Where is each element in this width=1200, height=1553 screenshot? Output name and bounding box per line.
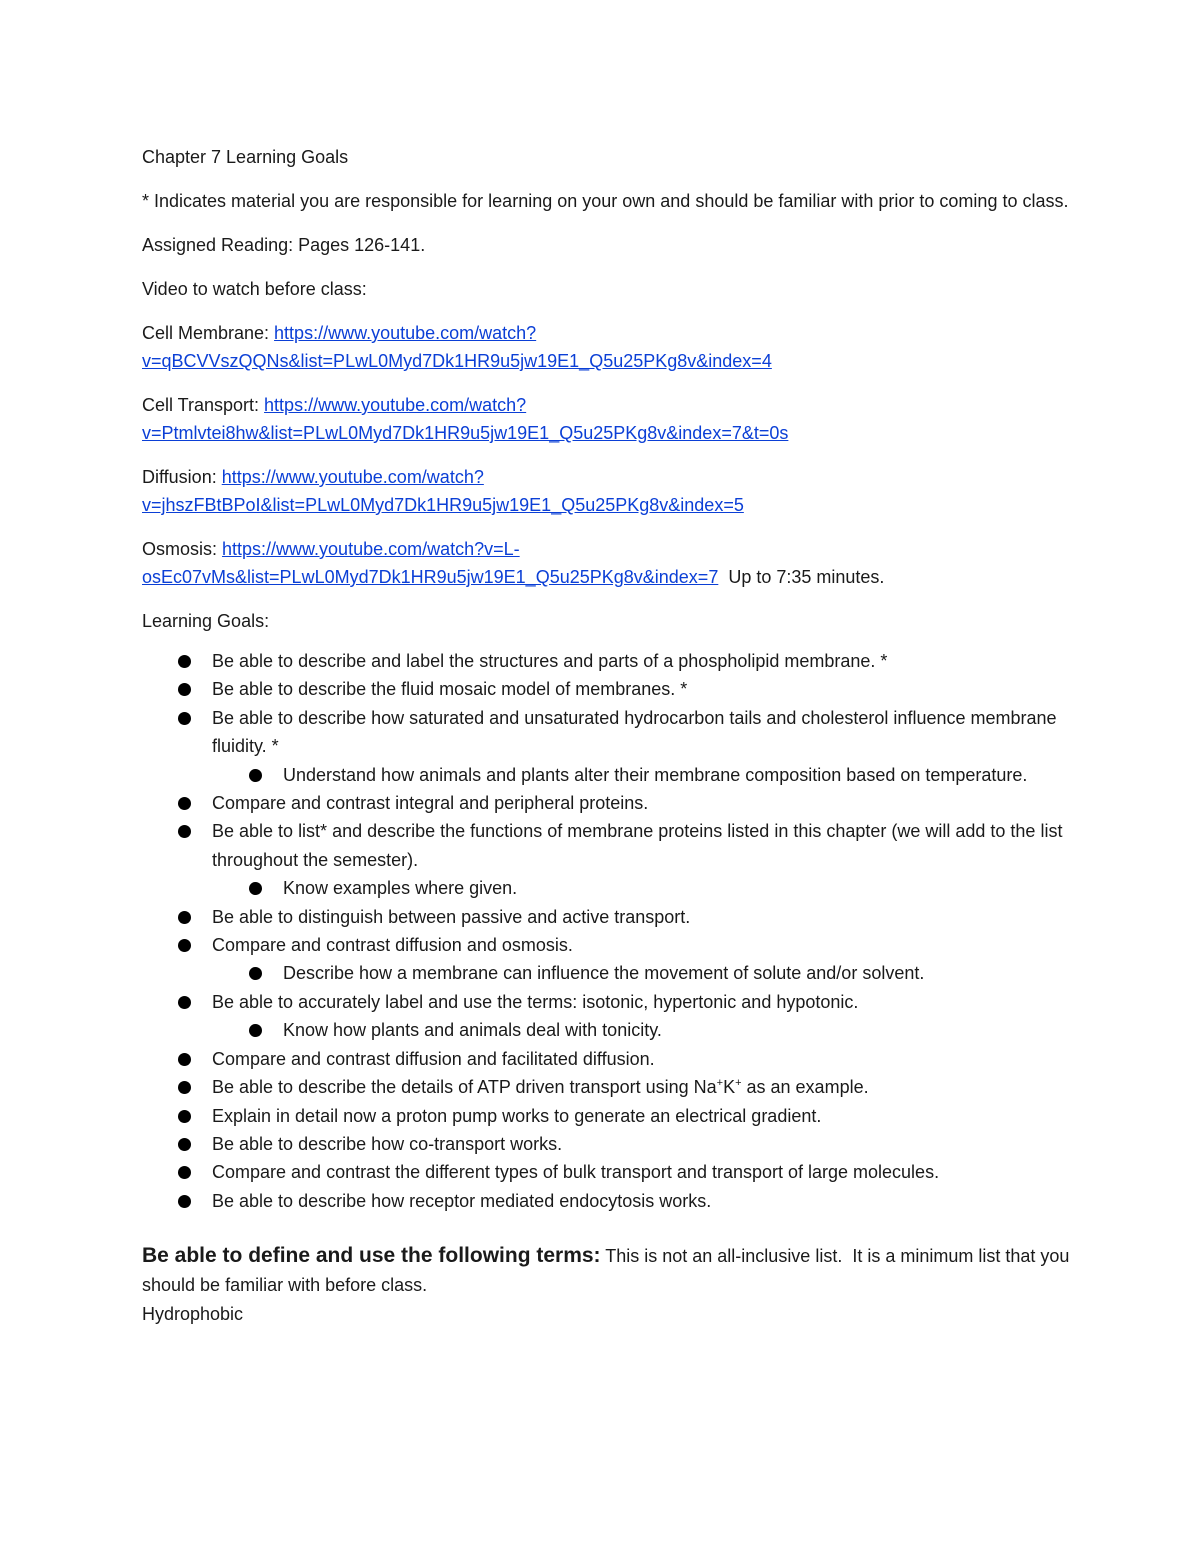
bullet-icon [178,1110,191,1123]
bullet-icon [178,1138,191,1151]
bullet-icon [178,825,191,838]
bullet-icon [178,1081,191,1094]
bullet-icon [178,1195,191,1208]
list-item: Be able to describe how receptor mediated endocytosis works. [142,1187,1080,1215]
video-link-cell-membrane [142,319,1080,375]
list-item: Be able to describe the details of ATP driven transport using Na+K+ as an example. [142,1073,1080,1101]
terms-note: This is not an all-inclusive list. It is a minimum list that you should be familiar with before class. [142,1246,1075,1296]
learning-goals-list [142,647,1080,1215]
video-link-cell-transport [142,391,1080,447]
video-url[interactable]: https://www.youtube.com/watch?v=L- osEc07vMs&list=PLwL0Myd7Dk1HR9u5jw19E1_Q5u25PKg8v&index=7 [142,539,719,587]
list-item: Compare and contrast diffusion and facilitated diffusion. [142,1045,1080,1073]
self-study-note: * Indicates material you are responsible for learning on your own and should be familiar with prior to coming to class. [142,191,1069,211]
bullet-icon [249,1024,262,1037]
bullet-icon [178,1053,191,1066]
list-item: Understand how animals and plants alter their membrane composition based on temperature. [142,761,1080,789]
list-item: Be able to describe how saturated and unsaturated hydrocarbon tails and cholesterol influence membrane fluidity. * [142,704,1080,761]
bullet-icon [249,967,262,980]
page-title: Chapter 7 Learning Goals [142,147,349,167]
video-url[interactable]: https://www.youtube.com/watch? v=qBCVVszQQNs&list=PLwL0Myd7Dk1HR9u5jw19E1_Q5u25PKg8v&index=4 [142,323,772,371]
list-item: Be able to list* and describe the functions of membrane proteins listed in this chapter (we will add to the list throughout the semester). [142,817,1080,874]
video-url[interactable]: https://www.youtube.com/watch? v=jhszFBtBPoI&list=PLwL0Myd7Dk1HR9u5jw19E1_Q5u25PKg8v&index=5 [142,467,744,515]
video-label: Cell Transport: [142,395,265,415]
video-duration-note: Up to 7:35 minutes. [718,567,885,587]
bullet-icon [178,797,191,810]
video-label: Diffusion: [142,467,222,487]
bullet-icon [178,683,191,696]
terms-heading-bold: Be able to define and use the following terms: [142,1244,601,1268]
assigned-reading: Assigned Reading: Pages 126-141. [142,235,426,255]
video-link-diffusion [142,463,1080,519]
video-intro: Video to watch before class: [142,279,367,299]
video-url[interactable]: https://www.youtube.com/watch? v=Ptmlvtei8hw&list=PLwL0Myd7Dk1HR9u5jw19E1_Q5u25PKg8v&index=7&t=0s [142,395,789,443]
video-links [142,319,1080,591]
list-item: Be able to describe and label the structures and parts of a phospholipid membrane. * [142,647,1080,675]
term-item: Hydrophobic [142,1304,244,1325]
list-item: Compare and contrast diffusion and osmosis. [142,931,1080,959]
list-item: Know how plants and animals deal with tonicity. [142,1016,1080,1044]
video-label: Osmosis: [142,539,223,559]
video-link-osmosis [142,535,1080,591]
list-item: Be able to distinguish between passive and active transport. [142,903,1080,931]
list-item: Know examples where given. [142,874,1080,902]
list-item: Be able to accurately label and use the terms: isotonic, hypertonic and hypotonic. [142,988,1080,1016]
bullet-icon [249,769,262,782]
learning-goals-heading: Learning Goals: [142,611,270,631]
bullet-icon [249,882,262,895]
bullet-icon [178,655,191,668]
list-item: Be able to describe the fluid mosaic model of membranes. * [142,675,1080,703]
bullet-icon [178,712,191,725]
video-label: Cell Membrane: [142,323,275,343]
list-item: Compare and contrast the different types of bulk transport and transport of large molecules. [142,1158,1080,1186]
list-item: Compare and contrast integral and peripheral proteins. [142,789,1080,817]
bullet-icon [178,1166,191,1179]
terms-heading [142,1241,1080,1300]
list-item: Describe how a membrane can influence the movement of solute and/or solvent. [142,959,1080,987]
list-item: Explain in detail now a proton pump works to generate an electrical gradient. [142,1102,1080,1130]
list-item: Be able to describe how co-transport works. [142,1130,1080,1158]
bullet-icon [178,911,191,924]
bullet-icon [178,939,191,952]
bullet-icon [178,996,191,1009]
